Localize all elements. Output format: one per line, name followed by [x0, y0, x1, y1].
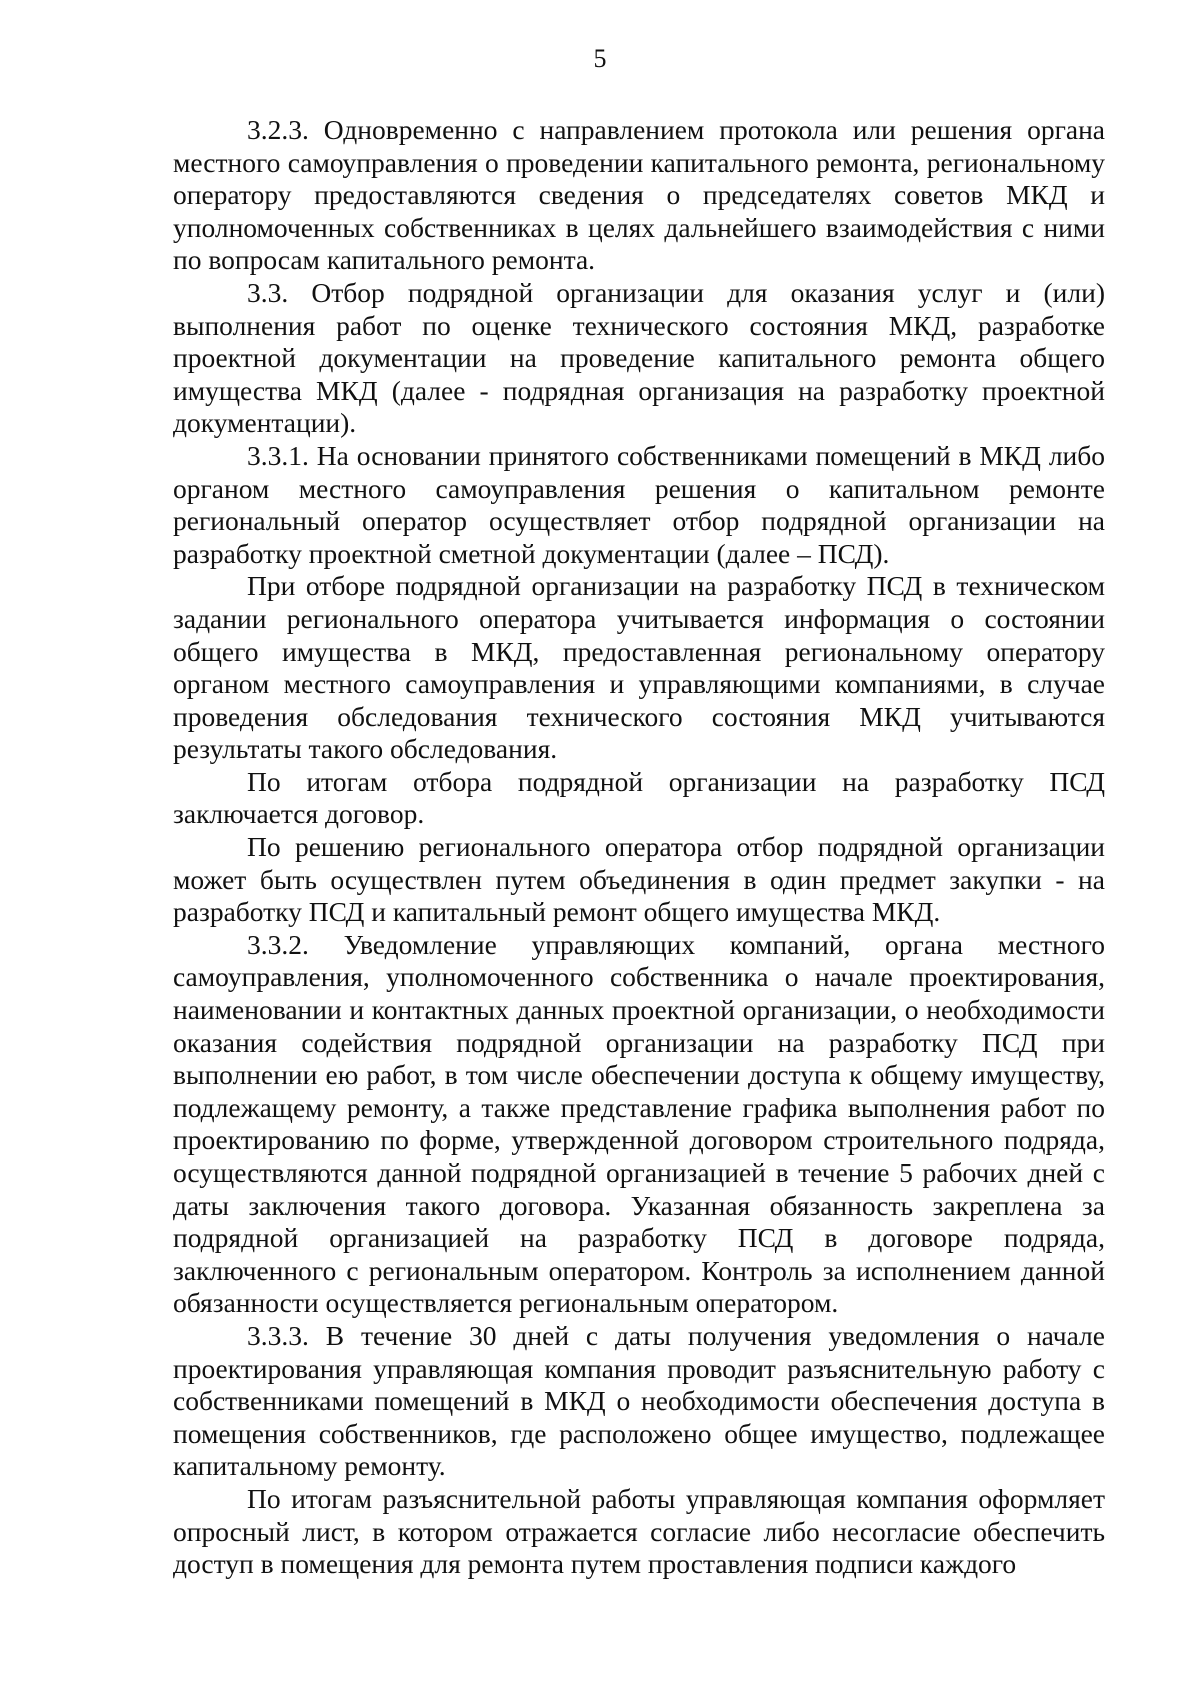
paragraph-contract: По итогам отбора подрядной организации на разработку ПСД заключается договор. [173, 765, 1105, 830]
document-body [173, 114, 1105, 1581]
paragraph-3-3: 3.3. Отбор подрядной организации для оказания услуг и (или) выполнения работ по оценке технического состояния МКД, разработке проектной документации на проведение капитального ремонта общего имущества МКД (далее - подрядная организация на разработку проектной документации). [173, 276, 1105, 439]
paragraph-3-3-1: 3.3.1. На основании принятого собственниками помещений в МКД либо органом местного самоуправления решения о капитальном ремонте региональный оператор осуществляет отбор подрядной организации на разработку проектной сметной документации (далее – ПСД). [173, 439, 1105, 569]
paragraph-3-3-2: 3.3.2. Уведомление управляющих компаний, органа местного самоуправления, уполномоченного собственника о начале проектирования, наименовании и контактных данных проектной организации, о необходимости оказания содействия подрядной организации на разработку ПСД при выполнении ею работ, в том числе обеспечении доступа к общему имуществу, подлежащему ремонту, а также представление графика выполнения работ по проектированию по форме, утвержденной договором строительного подряда, осуществляются данной подрядной организацией в течение 5 рабочих дней с даты заключения такого договора. Указанная обязанность закреплена за подрядной организацией на разработку ПСД в договоре подряда, заключенного с региональным оператором. Контроль за исполнением данной обязанности осуществляется региональным оператором. [173, 928, 1105, 1319]
paragraph-selection-criteria: При отборе подрядной организации на разработку ПСД в техническом задании регионального оператора учитывается информация о состоянии общего имущества в МКД, предоставленная региональному оператору органом местного самоуправления и управляющими компаниями, в случае проведения обследования технического состояния МКД учитываются результаты такого обследования. [173, 570, 1105, 765]
paragraph-3-3-3: 3.3.3. В течение 30 дней с даты получения уведомления о начале проектирования управляющая компания проводит разъяснительную работу с собственниками помещений в МКД о необходимости обеспечения доступа в помещения собственников, где расположено общее имущество, подлежащее капитальному ремонту. [173, 1319, 1105, 1482]
paragraph-3-2-3: 3.2.3. Одновременно с направлением протокола или решения органа местного самоуправления о проведении капитального ремонта, региональному оператору предоставляются сведения о председателях советов МКД и уполномоченных собственниках в целях дальнейшего взаимодействия с ними по вопросам капитального ремонта. [173, 114, 1105, 276]
paragraph-combined-procurement: По решению регионального оператора отбор подрядной организации может быть осуществлен путем объединения в один предмет закупки - на разработку ПСД и капитальный ремонт общего имущества МКД. [173, 831, 1105, 928]
paragraph-survey-sheet: По итогам разъяснительной работы управляющая компания оформляет опросный лист, в котором отражается согласие либо несогласие обеспечить доступ в помещения для ремонта путем проставления подписи каждого [173, 1482, 1105, 1580]
page-number: 5 [593, 44, 607, 73]
